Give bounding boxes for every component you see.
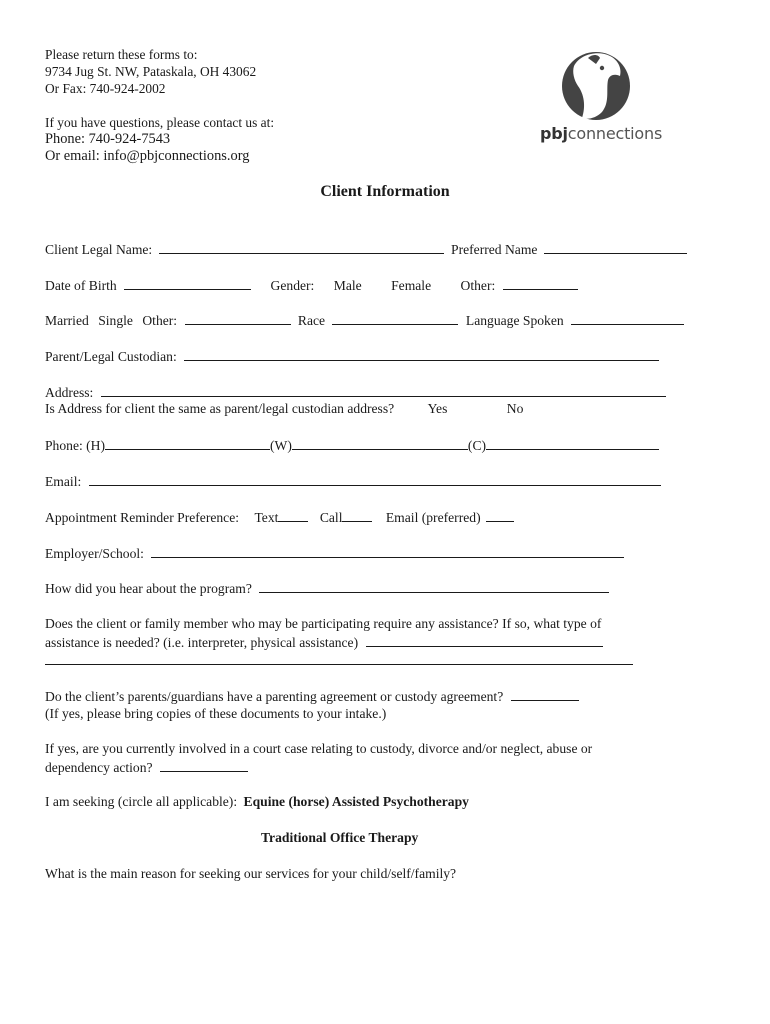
custodian-label: Parent/Legal Custodian: bbox=[45, 349, 177, 364]
seeking-row bbox=[45, 793, 469, 811]
phone-work-label: (W) bbox=[270, 438, 292, 453]
referral-row bbox=[45, 579, 609, 598]
employer-label: Employer/School: bbox=[45, 546, 144, 561]
reminder-label: Appointment Reminder Preference: bbox=[45, 510, 240, 525]
address-same-yes[interactable]: Yes bbox=[427, 401, 448, 416]
address-same-row bbox=[45, 400, 523, 418]
phone-work-field[interactable] bbox=[292, 436, 468, 450]
reminder-email-field[interactable] bbox=[486, 508, 514, 522]
phone-cell-field[interactable] bbox=[486, 436, 659, 450]
referral-label: How did you hear about the program? bbox=[45, 581, 252, 596]
phone-home-label: Phone: (H) bbox=[45, 438, 106, 453]
reminder-text-field[interactable] bbox=[278, 508, 308, 522]
reminder-email-option[interactable]: Email (preferred) bbox=[385, 510, 481, 525]
gender-female-option[interactable]: Female bbox=[391, 278, 432, 293]
mailing-address: 9734 Jug St. NW, Pataskala, OH 43062 bbox=[45, 64, 257, 79]
assistance-question-line-2: assistance is needed? (i.e. interpreter, physical assistance) bbox=[45, 635, 359, 650]
legal-name-field[interactable] bbox=[159, 240, 444, 254]
assistance-field[interactable] bbox=[366, 633, 603, 647]
assistance-row bbox=[45, 633, 603, 652]
assistance-question-line-1: Does the client or family member who may be participating require any assistance? If so, what type of bbox=[45, 616, 602, 631]
email-row bbox=[45, 472, 661, 491]
reminder-text-option[interactable]: Text bbox=[254, 510, 279, 525]
address-label: Address: bbox=[45, 385, 94, 400]
phone-home-field[interactable] bbox=[105, 436, 270, 450]
single-option[interactable]: Single bbox=[98, 313, 133, 328]
phone-cell-label: (C) bbox=[467, 438, 487, 453]
language-field[interactable] bbox=[571, 311, 684, 325]
custodian-row bbox=[45, 347, 659, 366]
court-field[interactable] bbox=[160, 758, 248, 772]
email-field[interactable] bbox=[89, 472, 661, 486]
custody-question: Do the client’s parents/guardians have a parenting agreement or custody agreement? bbox=[45, 689, 504, 704]
reminder-call-option[interactable]: Call bbox=[319, 510, 343, 525]
return-instruction: Please return these forms to: bbox=[45, 47, 198, 62]
contact-header bbox=[45, 46, 465, 165]
brand-logotype: pbjconnections bbox=[540, 124, 663, 143]
custody-field[interactable] bbox=[511, 687, 579, 701]
phone-row bbox=[45, 436, 659, 455]
equine-therapy-option[interactable]: Equine (horse) Assisted Psychotherapy bbox=[243, 794, 469, 809]
language-label: Language Spoken bbox=[465, 313, 564, 328]
address-same-question: Is Address for client the same as parent/legal custodian address? bbox=[45, 401, 395, 416]
court-question-line-1: If yes, are you currently involved in a court case relating to custody, divorce and/or neglect, abuse or bbox=[45, 741, 593, 756]
referral-field[interactable] bbox=[259, 579, 609, 593]
court-question-line-2: dependency action? bbox=[45, 760, 153, 775]
assistance-extra-line[interactable] bbox=[45, 664, 633, 665]
legal-name-label: Client Legal Name: bbox=[45, 242, 153, 257]
dob-label: Date of Birth bbox=[45, 278, 117, 293]
address-field[interactable] bbox=[101, 383, 666, 397]
contact-email: Or email: info@pbjconnections.org bbox=[45, 148, 250, 164]
form-title: Client Information bbox=[320, 183, 450, 200]
traditional-therapy-option[interactable]: Traditional Office Therapy bbox=[261, 830, 419, 845]
phone-number: Phone: 740-924-7543 bbox=[45, 131, 171, 147]
marital-race-language-row bbox=[45, 311, 684, 330]
custodian-field[interactable] bbox=[184, 347, 659, 361]
gender-label: Gender: bbox=[270, 278, 315, 293]
address-same-no[interactable]: No bbox=[506, 401, 524, 416]
race-field[interactable] bbox=[332, 311, 458, 325]
employer-field[interactable] bbox=[151, 544, 624, 558]
court-row bbox=[45, 758, 248, 777]
fax-number: Or Fax: 740-924-2002 bbox=[45, 81, 166, 96]
questions-line: If you have questions, please contact us at: bbox=[45, 115, 275, 130]
reminder-row bbox=[45, 508, 514, 527]
dob-field[interactable] bbox=[124, 276, 251, 290]
dob-gender-row bbox=[45, 276, 578, 295]
seeking-label: I am seeking (circle all applicable): bbox=[45, 794, 238, 809]
legal-name-row bbox=[45, 240, 687, 259]
preferred-name-field[interactable] bbox=[544, 240, 687, 254]
gender-other-field[interactable] bbox=[503, 276, 578, 290]
employer-row bbox=[45, 544, 624, 563]
marital-other-field[interactable] bbox=[185, 311, 291, 325]
marital-other-label: Other: bbox=[142, 313, 178, 328]
email-label: Email: bbox=[45, 474, 82, 489]
married-option[interactable]: Married bbox=[45, 313, 89, 328]
reminder-call-field[interactable] bbox=[342, 508, 372, 522]
main-reason-question: What is the main reason for seeking our services for your child/self/family? bbox=[45, 866, 457, 881]
preferred-name-label: Preferred Name bbox=[451, 242, 538, 257]
gender-male-option[interactable]: Male bbox=[333, 278, 362, 293]
custody-note: (If yes, please bring copies of these documents to your intake.) bbox=[45, 706, 387, 721]
gender-other-label: Other: bbox=[460, 278, 496, 293]
race-label: Race bbox=[297, 313, 326, 328]
custody-row bbox=[45, 687, 579, 706]
